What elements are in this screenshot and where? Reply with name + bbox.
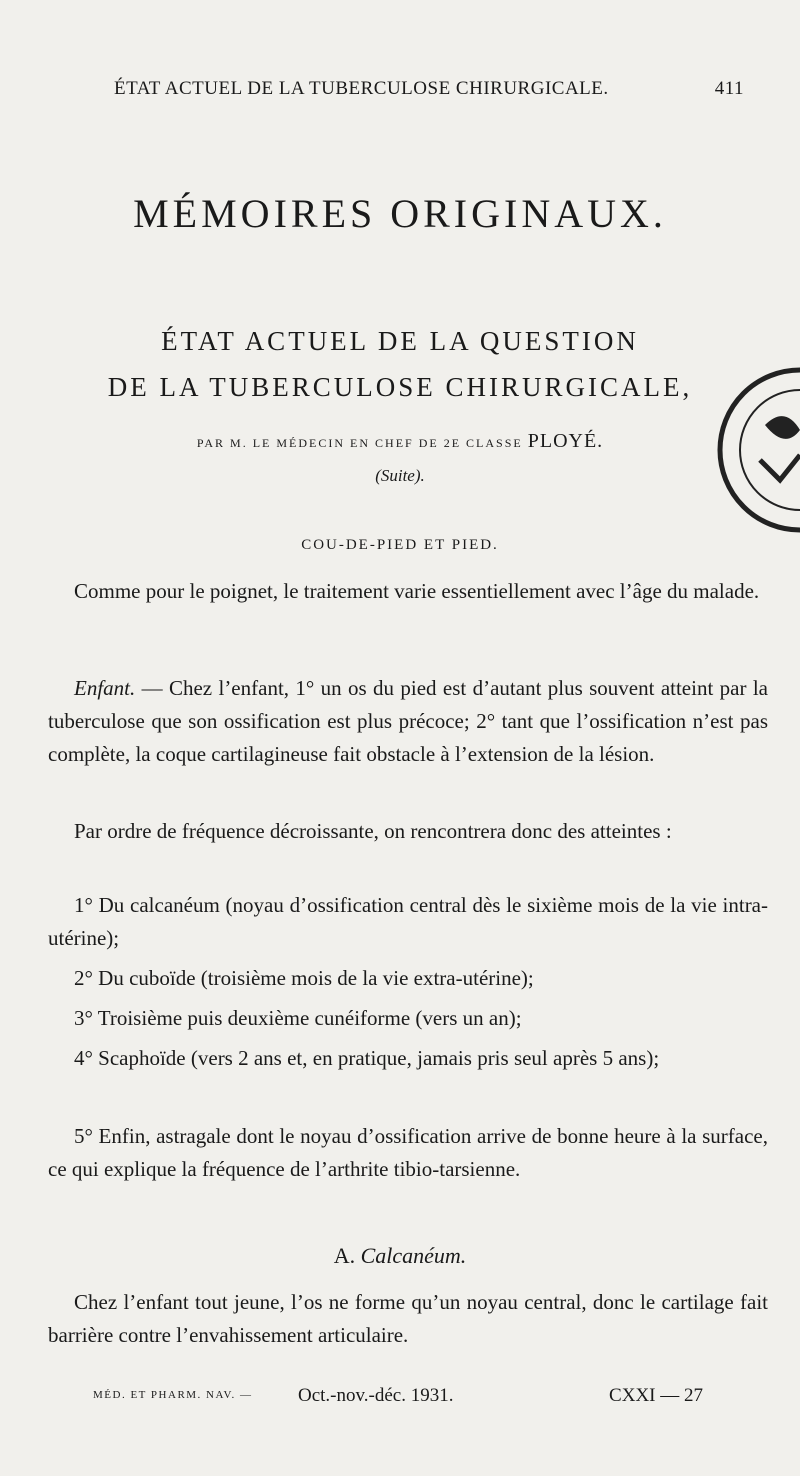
paragraph-intro: Comme pour le poignet, le traitement varie essentiellement avec l’âge du malade. — [74, 579, 760, 603]
subsection-letter: A. — [333, 1243, 361, 1268]
list-item-3: 3° Troisième puis deuxième cunéiforme (vers un an); — [74, 1006, 522, 1030]
subsection-title: Calcanéum. — [360, 1243, 467, 1268]
library-stamp-icon — [705, 340, 800, 560]
footer-signature: CXXI — 27 — [609, 1385, 703, 1406]
list-item-4: 4° Scaphoïde (vers 2 ans et, en pratique, jamais pris seul après 5 ans); — [74, 1046, 660, 1070]
byline-prefix: PAR M. LE MÉDECIN EN CHEF DE 2E CLASSE — [196, 436, 523, 450]
subsection-heading — [0, 1243, 800, 1269]
list-item-1: 1° Du calcanéum (noyau d’ossification central dès le sixième mois de la vie intra-utérine); — [48, 893, 768, 950]
section-title: MÉMOIRES ORIGINAUX. — [133, 191, 667, 236]
paragraph-ordre: Par ordre de fréquence décroissante, on rencontrera donc des atteintes : — [74, 819, 672, 843]
page-number: 411 — [714, 78, 744, 99]
footer-journal: MÉD. ET PHARM. NAV. — — [93, 1389, 253, 1401]
subheading: COU-DE-PIED ET PIED. — [301, 537, 499, 553]
suite-label: (Suite). — [375, 466, 425, 485]
paragraph-enfant — [48, 672, 768, 771]
paragraph-calcaneum: Chez l’enfant tout jeune, l’os ne forme qu’un noyau central, donc le cartilage fait barrière contre l’envahissement articulaire. — [48, 1290, 768, 1347]
paragraph-enfant-text: — Chez l’enfant, 1° un os du pied est d’autant plus souvent atteint par la tuberculose que son ossification est plus précoce; 2° tant que l’ossification n’est pas complète, la coque cartilagineuse fait obstacle à l’extension de la lésion. — [48, 676, 768, 766]
footer-date: Oct.-nov.-déc. 1931. — [298, 1385, 454, 1406]
list-item-2: 2° Du cuboïde (troisième mois de la vie extra-utérine); — [74, 966, 534, 990]
byline — [0, 430, 800, 453]
list-item-5: 5° Enfin, astragale dont le noyau d’ossification arrive de bonne heure à la surface, ce qui explique la fréquence de l’arthrite tibio-tarsienne. — [48, 1124, 768, 1181]
author-name: PLOYÉ. — [527, 430, 604, 452]
article-title-line2: DE LA TUBERCULOSE CHIRURGICALE, — [107, 372, 693, 402]
paragraph-enfant-lead: Enfant. — [74, 676, 136, 700]
article-title-line1: ÉTAT ACTUEL DE LA QUESTION — [161, 326, 639, 356]
running-head-title: ÉTAT ACTUEL DE LA TUBERCULOSE CHIRURGICALE. — [114, 78, 609, 99]
